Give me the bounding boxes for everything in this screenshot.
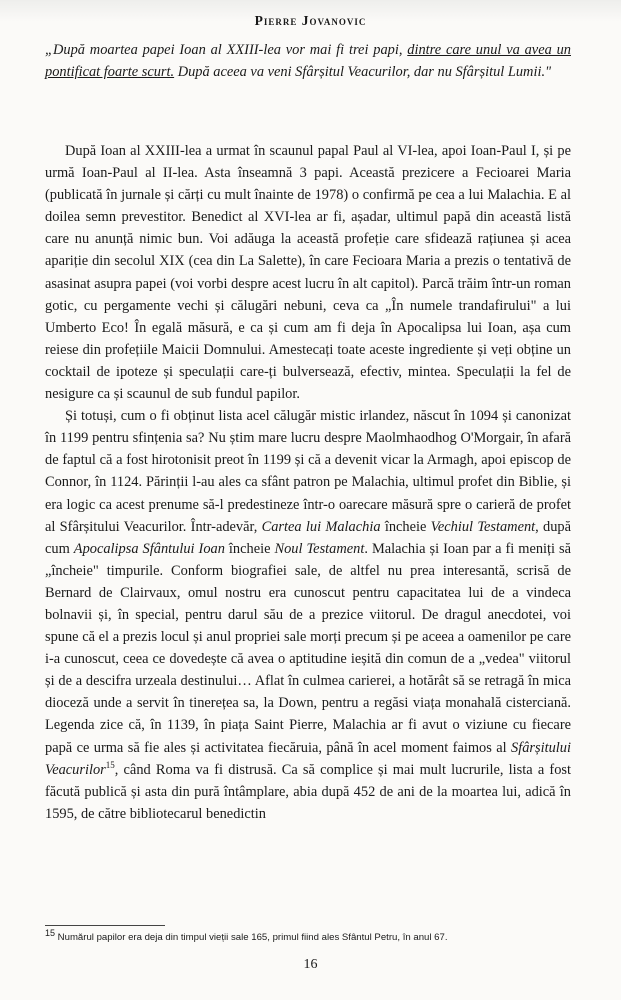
paragraph-text: încheie	[380, 518, 431, 535]
paragraph-1: După Ioan al XXIII-lea a urmat în scaunul papal Paul al VI-lea, apoi Ioan-Paul I, și pe urmă Ioan-Paul al II-lea. Asta înseamnă 3 papi. Această prezicere a Fecioarei Maria (publicată în jurnale și cărți cu mult înainte de 1978) o confirmă pe cea a lui Malachia. E al doilea semn prevestitor. Benedict al XVI-lea ar fi, așadar, ultimul papă din această listă care nu anunță nimic bun. Voi adăuga la această profeție care sfidează rațiunea și acea apariție din secolul XIX (cea din La Salette), în care Fecioara Maria a prezis o tentativă de asasinat asupra papei (voi vorbi despre acest lucru în alt capitol). Parcă trăim într-un roman gotic, cu pergamente vechi și călugări nebuni, ceva ca „În numele trandafirului" a lui Umberto Eco! În egală măsură, e ca și cum am fi deja în Apocalipsa lui Ioan, așa cum reiese din profețiile Maicii Domnului. Amestecați toate aceste ingrediente și veți obține un cocktail de ipoteze și speculații care-ți bulversează, efectiv, mintea. Speculații la fel de nesigure ca și scaunul de sub fundul papilor.	[45, 143, 571, 403]
quote-text: După aceea va veni Sfârșitul Veacurilor, dar nu Sfârșitul Lumii."	[174, 64, 552, 80]
epigraph-quote	[45, 39, 571, 83]
page-number: 16	[303, 957, 318, 972]
paragraph-text: Și totuși, cum o fi obținut lista acel călugăr mistic irlandez, născut în 1094 și canonizat în 1199 pentru sfințenia sa? Nu știm mare lucru despre Maolmhaodhog O'Morgair, în afară de faptul că a fost hirotonisit preot în 1199 și că a devenit vicar la Armagh, apoi episcop de Connor, în 1124. Părinții l-au ales ca sfânt patron pe Malachia, ultimul profet din Biblie, și era logic ca acest prenume să-l predestineze într-o oarecare măsură spre o carieră de profet al Sfârșitului Veacurilor. Într-adevăr,	[45, 408, 571, 535]
paragraph-2	[45, 405, 571, 825]
footnote-text: Numărul papilor era deja din timpul vieții sale 165, primul fiind ales Sfântul Petru, în anul 67.	[55, 932, 448, 943]
running-header: Pierre Jovanovic	[254, 13, 367, 28]
footnote	[45, 927, 585, 944]
emphasis-text: Sfârșitului Veacurilor	[45, 739, 571, 778]
book-title: Noul Testament	[274, 540, 365, 557]
book-title: Cartea lui Malachia	[261, 518, 381, 535]
paragraph-text: , după cum	[45, 518, 572, 557]
footnote-number: 15	[45, 927, 56, 938]
body-text	[45, 140, 571, 825]
quote-text: „După moartea papei Ioan al XXIII-lea vor mai fi trei papi,	[45, 42, 408, 58]
book-title: Vechiul Testament	[430, 518, 536, 535]
book-title: Apocalipsa Sfântului Ioan	[73, 540, 225, 557]
quote-underlined-text: dintre care unul va avea un pontificat foarte scurt.	[45, 42, 571, 80]
paragraph-text: . Malachia și Ioan par a fi meniți să „încheie" timpurile. Conform biografiei sale, de altfel nu prea interesantă, scrisă de Bernard de Clairvaux, omul nostru era cunoscut pentru capacitatea lui de a vindeca bolnavii și, în special, pentru darul său de a prezice viitorul. De dragul anecdotei, voi spune că el a prezis locul și anul propriei sale morți precum și pe aceea a oamenilor pe care i-a cunoscut, ceea ce dovedește că avea o aptitudine ieșită din comun de a „vedea" viitorul și de a descifra urzeala destinului… Aflat în culmea carierei, a hotărât să se retragă în mica dioceză unde a servit în tinerețea sa, la Down, pentru a regăsi viața monahală cisterciană. Legenda zice că, în 1139, în piața Saint Pierre, Malachia ar fi avut o viziune cu fiecare papă ce urma să fie ales și activitatea fiecăruia, până în acel moment faimos al	[45, 540, 572, 756]
paragraph-text: , când Roma va fi distrusă. Ca să complice și mai mult lucrurile, lista a fost făcută publică și asta din pură întâmplare, abia după 452 de ani de la moartea lui, adică în 1595, de către bibliotecarul benedictin	[45, 761, 571, 822]
footnote-divider	[45, 925, 165, 926]
footnote-reference: 15	[105, 759, 115, 770]
paragraph-text: încheie	[224, 540, 275, 557]
